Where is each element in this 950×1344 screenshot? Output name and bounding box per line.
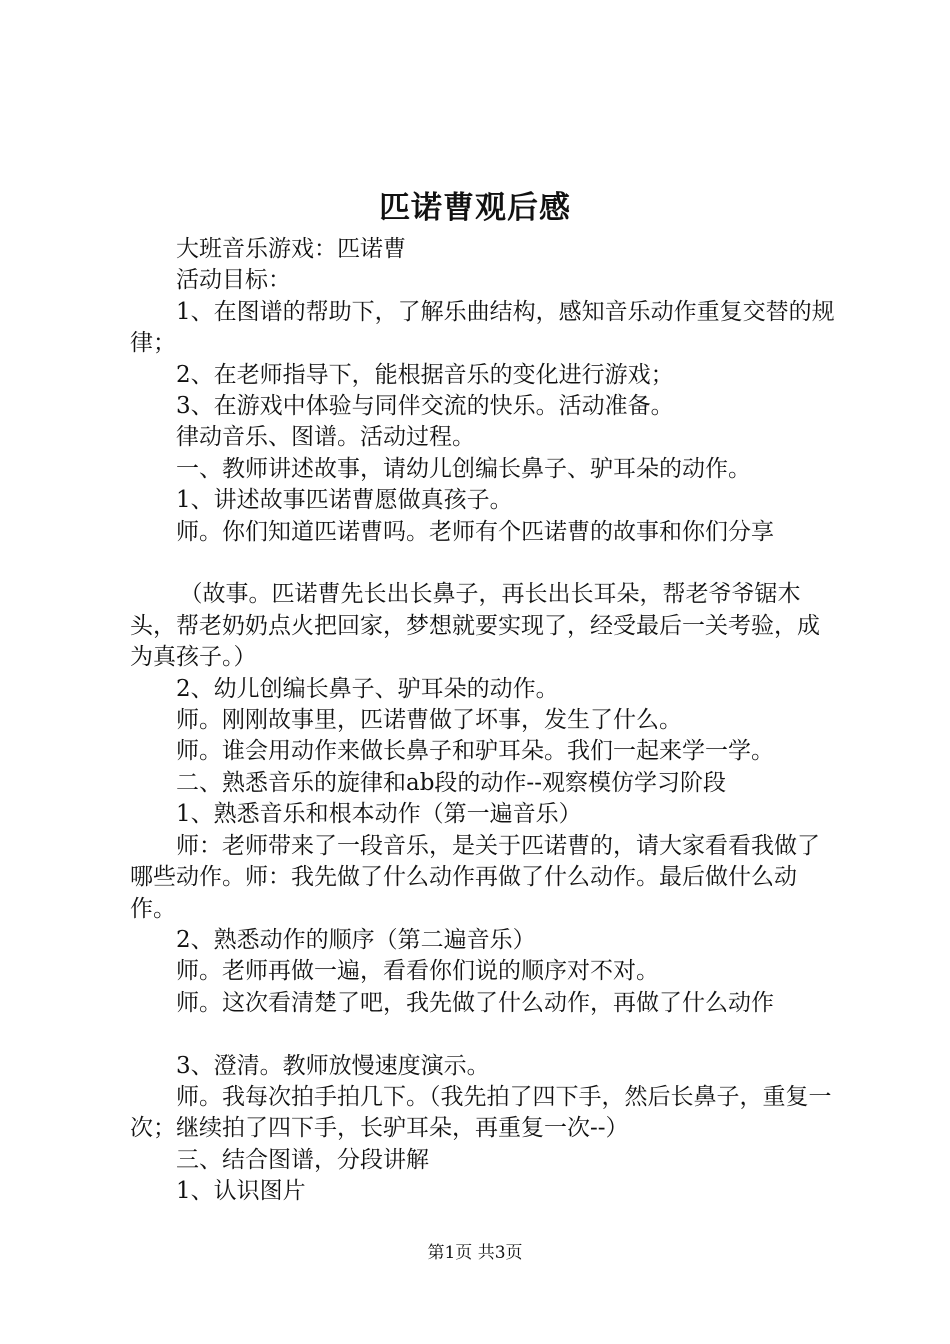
- paragraph: 1、在图谱的帮助下，了解乐曲结构，感知音乐动作重复交替的规律；: [130, 298, 835, 357]
- paragraph: 师。你们知道匹诺曹吗。老师有个匹诺曹的故事和你们分享: [176, 518, 774, 545]
- paragraph: 一、教师讲述故事，请幼儿创编长鼻子、驴耳朵的动作。: [176, 455, 751, 482]
- paragraph: 二、熟悉音乐的旋律和ab段的动作--观察模仿学习阶段: [176, 769, 726, 796]
- paragraph: 活动目标：: [176, 267, 291, 294]
- paragraph: 2、熟悉动作的顺序（第二遍音乐）: [176, 926, 536, 953]
- paragraph: 律动音乐、图谱。活动过程。: [176, 424, 475, 451]
- paragraph: 师。老师再做一遍，看看你们说的顺序对不对。: [176, 958, 659, 985]
- paragraph: 师：老师带来了一段音乐，是关于匹诺曹的，请大家看看我做了哪些动作。师：我先做了什么动作再做了什么动作。最后做什么动作。: [130, 832, 820, 922]
- paragraph: 3、澄清。教师放慢速度演示。: [176, 1052, 490, 1079]
- paragraph: 三、结合图谱，分段讲解: [176, 1146, 429, 1173]
- document-body: [130, 234, 835, 1208]
- paragraph: 2、在老师指导下，能根据音乐的变化进行游戏；: [176, 361, 674, 388]
- paragraph: （故事。匹诺曹先长出长鼻子，再长出长耳朵，帮老爷爷锯木头，帮老奶奶点火把回家，梦想就要实现了，经受最后一关考验，成为真孩子。）: [130, 581, 820, 671]
- paragraph: 师。刚刚故事里，匹诺曹做了坏事，发生了什么。: [176, 707, 682, 734]
- paragraph: 3、在游戏中体验与同伴交流的快乐。活动准备。: [176, 393, 674, 420]
- paragraph-gap: [130, 548, 835, 579]
- paragraph: 1、讲述故事匹诺曹愿做真孩子。: [176, 487, 513, 514]
- paragraph: 2、幼儿创编长鼻子、驴耳朵的动作。: [176, 675, 559, 702]
- paragraph: 大班音乐游戏：匹诺曹: [176, 236, 406, 262]
- paragraph: 师。谁会用动作来做长鼻子和驴耳朵。我们一起来学一学。: [176, 738, 774, 765]
- page-footer: 第1页 共3页: [427, 1243, 523, 1263]
- document-title: 匹诺曹观后感: [379, 190, 571, 226]
- paragraph: 1、熟悉音乐和根本动作（第一遍音乐）: [176, 801, 582, 828]
- paragraph: 师。这次看清楚了吧，我先做了什么动作，再做了什么动作: [176, 989, 774, 1016]
- paragraph: 师。我每次拍手拍几下。（我先拍了四下手，然后长鼻子，重复一次；继续拍了四下手，长驴耳朵，再重复一次--）: [130, 1083, 832, 1142]
- paragraph: 1、认识图片: [176, 1178, 306, 1205]
- paragraph-gap: [130, 1019, 835, 1050]
